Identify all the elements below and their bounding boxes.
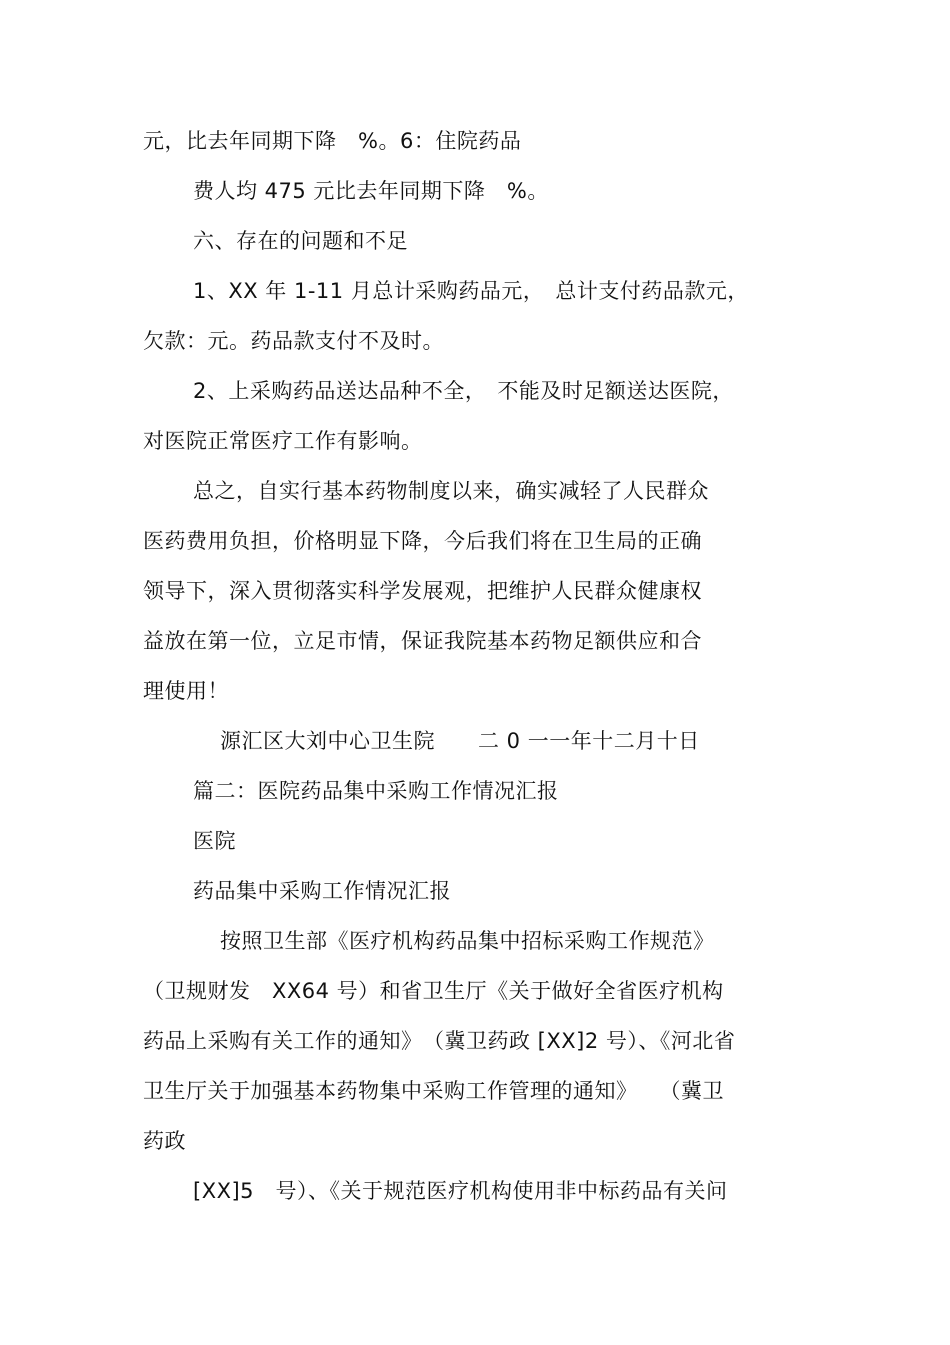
text-line-8: 总之，自实行基本药物制度以来，确实减轻了人民群众 [193, 479, 709, 503]
text-line-15: 医院 [193, 829, 236, 853]
text-line-4: 1、XX 年 1-11 月总计采购药品元， 总计支付药品款元， [193, 279, 749, 303]
text-line-2: 费人均 475 元比去年同期下降 %。 [193, 179, 549, 203]
text-line-11: 益放在第一位，立足市情，保证我院基本药物足额供应和合 [143, 629, 702, 653]
text-line-1: 元，比去年同期下降 %。6：住院药品 [143, 129, 522, 153]
text-line-9: 医药费用负担，价格明显下降，今后我们将在卫生局的正确 [143, 529, 702, 553]
text-line-12: 理使用！ [143, 679, 229, 703]
report-title: 药品集中采购工作情况汇报 [193, 879, 451, 903]
text-line-10: 领导下，深入贯彻落实科学发展观，把维护人民群众健康权 [143, 579, 702, 603]
text-line-22: [XX]5 号）、《关于规范医疗机构使用非中标药品有关问 [193, 1179, 728, 1203]
text-line-17: 按照卫生部《医疗机构药品集中招标采购工作规范》 [220, 929, 715, 953]
text-line-20: 卫生厅关于加强基本药物集中采购工作管理的通知》 （冀卫 [143, 1079, 724, 1103]
text-line-7: 对医院正常医疗工作有影响。 [143, 429, 423, 453]
text-line-5: 欠款：元。药品款支付不及时。 [143, 329, 444, 353]
signature-date-line: 源汇区大刘中心卫生院 二 0 一一年十二月十日 [220, 729, 700, 753]
text-line-19: 药品上采购有关工作的通知》 （冀卫药政 [XX]2 号）、《河北省 [143, 1029, 736, 1053]
text-line-6: 2、上采购药品送达品种不全， 不能及时足额送达医院， [193, 379, 734, 403]
section-heading-problems: 六、存在的问题和不足 [193, 229, 408, 253]
text-line-21: 药政 [143, 1129, 186, 1153]
chapter-heading: 篇二：医院药品集中采购工作情况汇报 [193, 779, 559, 803]
text-line-18: （卫规财发 XX64 号）和省卫生厅《关于做好全省医疗机构 [143, 979, 724, 1003]
